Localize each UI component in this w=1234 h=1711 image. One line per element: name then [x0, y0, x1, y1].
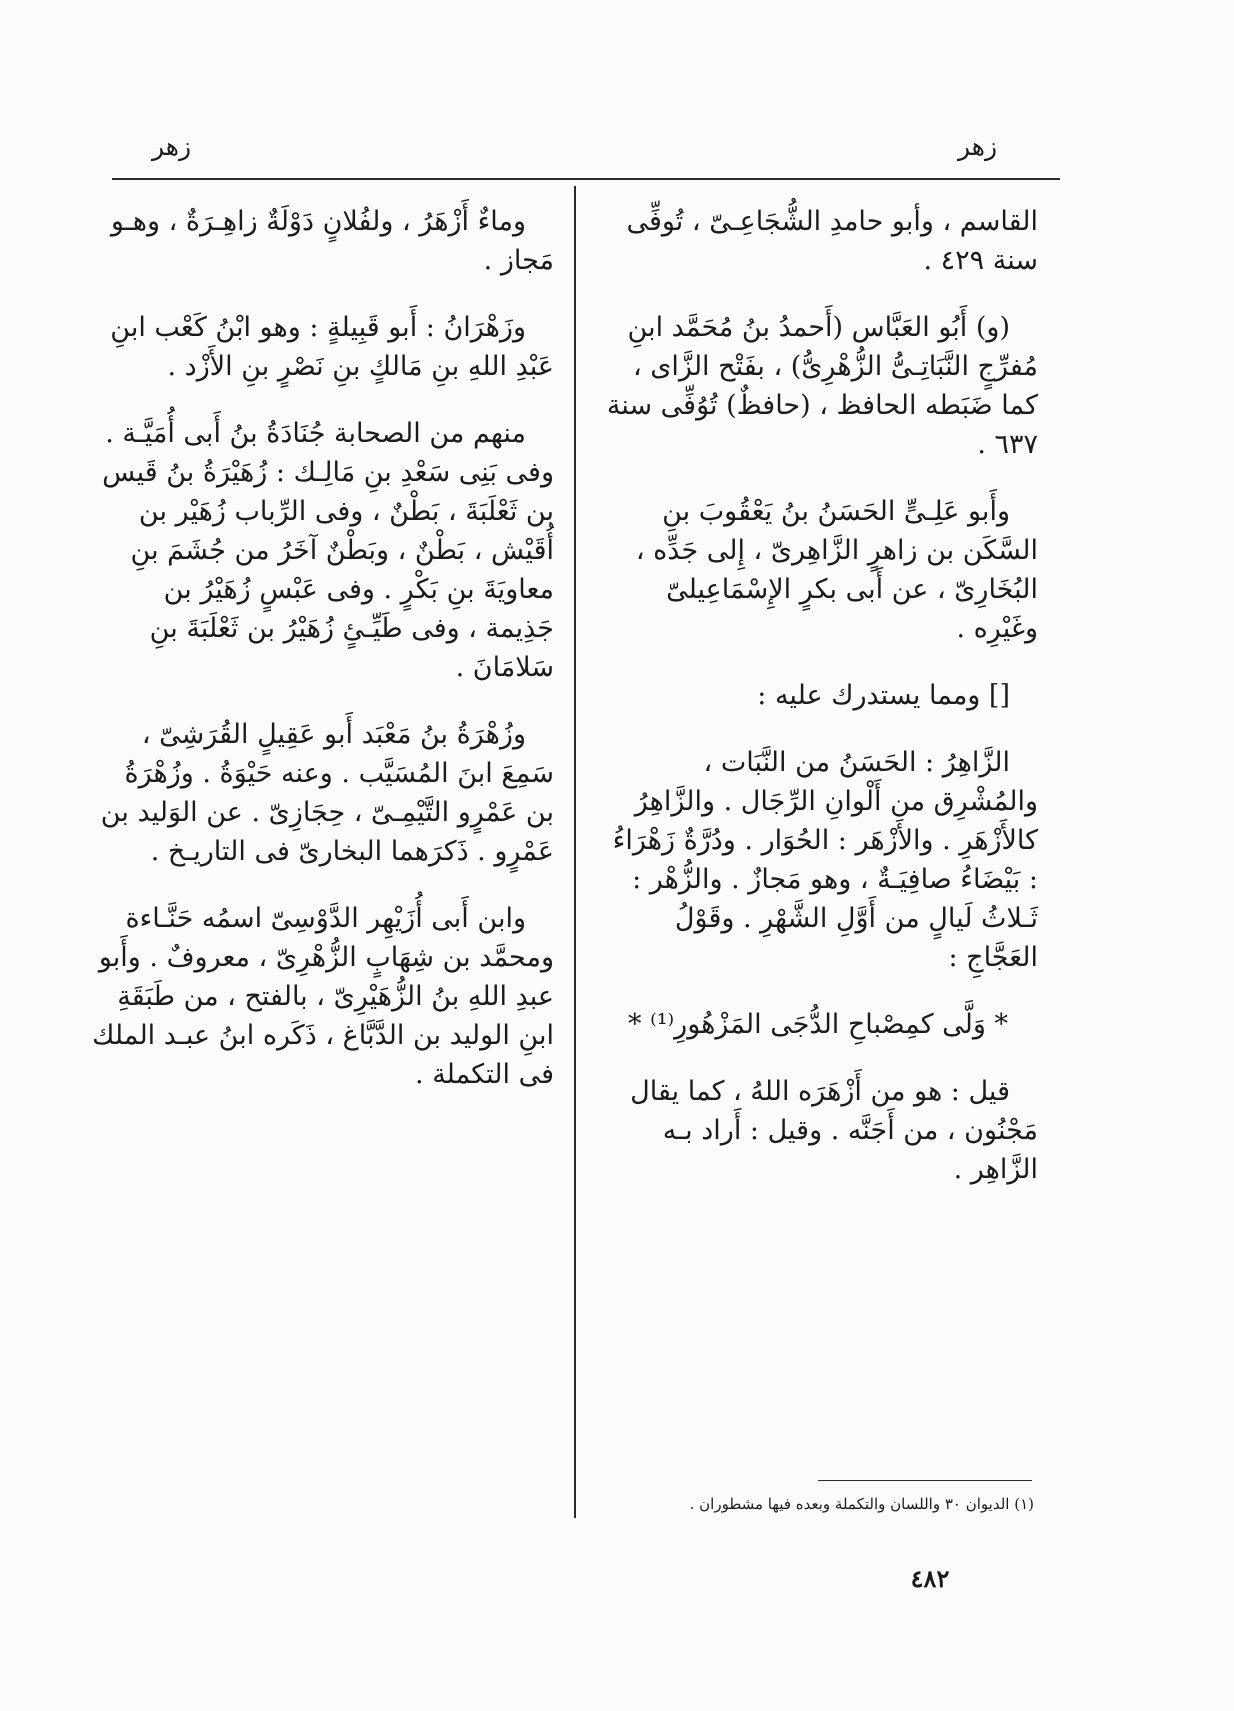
paragraph: الزَّاهِرُ : الحَسَنُ من النَّبَات ، والمُشْرِق من أَلْوانِ الرِّجَال . والزَّاهِرُ كالأَزْهَرِ . والأَزْهَر : الحُوَار . ودُرَّةٌ زَهْرَاءُ : بَيْضَاءُ صافِيَـةٌ ، وهو مَجازٌ . والزُّهْر : ثَـلاثُ لَيالٍ من أَوَّلِ الشَّهْرِ . وقَوْلُ العَجَّاجِ :	[612, 747, 1038, 973]
section-heading: [] ومما يستدرك عليه :	[757, 680, 1010, 711]
paragraph: وأَبو عَلِـىٍّ الحَسَنُ بنُ يَعْقُوبَ بنِ السَّكَن بن زاهرٍ الزَّاهِرىّ ، إِلى جَدِّه ، البُخَارِىّ ، عن أَبى بكرٍ الإِسْمَاعِيلىّ وغَيْرِه .	[635, 496, 1038, 644]
paragraph: وزُهْرَةُ بنُ مَعْبَد أَبو عَقِيلٍ القُرَشِىّ ، سَمِعَ ابنَ المُسَيَّب . وعنه حَيْوَةُ . وزُهْرَةُ بن عَمْرٍو التَّيْمِـىّ ، حِجَازِىّ . عن الوَليد بن عَمْرٍو . ذَكرَهما البخارىّ فى التاريـخ .	[100, 719, 554, 867]
paragraph: قيل : هو من أَزْهَرَه اللهُ ، كما يقال مَجْنُون ، من أَجَنَّه . وقيل : أَراد بـه الزَّاهِر .	[630, 1076, 1038, 1185]
paragraph: منهم من الصحابة جُنَادَةُ بنُ أَبى أُمَيَّـة . وفى بَنِى سَعْدِ بنِ مَالِـك : زُهَيْرَةُ بنُ قَيس بن ثَعْلَبَةَ ، بَطْنٌ ، وفى الرِّباب زُهَيْر بن أُقَيْش ، بَطْنٌ ، وبَطْنٌ آخَرُ من جُشَمَ بنِ معاويَةَ بنِ بَكْرٍ . وفى عَبْسٍ زُهَيْرُ بن جَذِيمة ، وفى طَيِّـئٍ زُهَيْرُ بن ثَعْلَبَةَ بنِ سَلامَانَ .	[102, 418, 554, 683]
header-rule	[112, 178, 1060, 180]
running-head-left: زهر	[152, 132, 192, 161]
left-column	[90, 202, 554, 1122]
verse-line: * وَلَّى كمِصْباحِ الدُّجَى المَزْهُورِ⁽¹⁾ *	[627, 1009, 1008, 1040]
paragraph: (و) أَبُو العَبَّاس (أَحمدُ بنُ مُحَمَّد ابنِ مُفرِّجٍ النَّبَاتِـىُّ الزُّهْرِىُّ) ، بفَتْح الزَّاى ، كما ضَبَطه الحافظ ، (حافظٌ) تُوُفِّى سنة ٦٣٧ .	[606, 312, 1038, 460]
footnote-rule	[818, 1480, 1032, 1481]
paragraph: وزَهْرَانُ : أَبو قَبِيلةٍ : وهو ابْنُ كَعْب ابنِ عَبْدِ اللهِ بنِ مَالكٍ بنِ نَصْرٍ بنِ الأَزْد .	[110, 312, 554, 382]
right-column	[598, 202, 1038, 1217]
running-head-right: زهر	[958, 132, 998, 161]
page-number: ٤٨٢	[910, 1564, 950, 1593]
column-divider	[574, 186, 576, 1518]
paragraph: وماءٌ أَزْهَرُ ، ولفُلانٍ دَوْلَةٌ زاهِـرَةٌ ، وهـو مَجاز .	[110, 206, 554, 276]
footnote: (١) الديوان ٣٠ واللسان والتكملة وبعده فيها مشطوران .	[689, 1495, 1034, 1513]
paragraph: القاسم ، وأبو حامدِ الشُّجَاعِـىّ ، تُوفِّى سنة ٤٢٩ .	[626, 206, 1038, 276]
paragraph: وابن أَبى أُزَيْهِر الدَّوْسِىّ اسمُه حَنَّـاءة ومحمَّد بن شِهَابٍ الزُّهْرِىّ ، معروفٌ . وأَبو عبدِ اللهِ بنُ الزُّهَيْرِىّ ، بالفتح ، من طَبَقَةِ ابنِ الوليد بن الدَّبَّاغ ، ذَكَره ابنُ عبـد الملك فى التكملة .	[92, 903, 554, 1090]
